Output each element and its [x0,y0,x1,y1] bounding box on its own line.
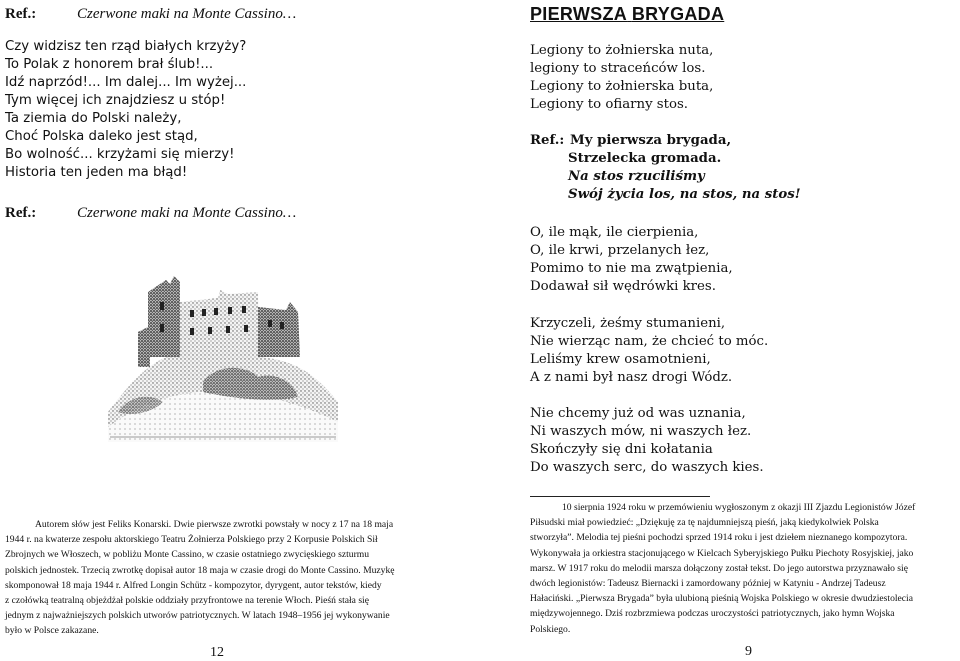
footnote-line: skomponował 18 maja 1944 r. Alfred Longin Schütz - kompozytor, dyrygent, autor tekstów, kiedy [5,579,382,591]
stanza-line: Bo wolność... krzyżami się mierzy! [5,147,235,162]
footnote-line: Polskiego. [530,623,571,635]
right-page [480,0,960,660]
stanza-line: Ni waszych mów, ni waszych łez. [530,424,752,439]
stanza-line: legiony to straceńców los. [530,61,706,76]
refrain-line: Strzelecka gromada. [568,151,722,166]
bottom-ref-label: Ref.: [5,205,37,221]
stanza-line: A z nami był nasz drogi Wódz. [530,370,733,385]
stanza-line: Ta ziemia do Polski należy, [5,111,182,126]
stanza-line: Skończyły się dni kołatania [530,442,713,457]
footnote-line: Wykonywała ja orkiestra stacjonującego w Kielcach Syberyjskiego Pułku Piechoty Rosyjskiej, jako [530,547,914,559]
stanza-line: Legiony to żołnierska buta, [530,79,714,94]
footnote-line: 1944 r. na kwaterze zespołu aktorskiego Teatru Żołnierza Polskiego przy 2 Korpusie Polskich Sił [5,534,378,546]
stanza-line: Nie wierząc nam, że chcieć to móc. [530,334,769,349]
left-footnote [5,517,433,639]
top-ref-label: Ref.: [5,6,37,22]
stanza-line: Tym więcej ich znajdziesz u stóp! [5,93,226,108]
stanza-line: Legiony to żołnierska nuta, [530,43,714,58]
footnote-line: było w Polsce zakazane. [5,625,99,637]
footnote-line: stworzyła”. Melodia tej pieśni pochodzi sprzed 1914 roku i jest dziełem nieznanego kompozytora. [530,532,908,544]
stanza-line: O, ile mąk, ile cierpienia, [530,225,699,240]
refrain-label: Ref.: [530,133,565,148]
bottom-ref-title: Czerwone maki na Monte Cassino… [77,205,297,221]
stanza-line: Dodawał sił wędrówki kres. [530,279,716,294]
stanza-line: Choć Polska daleko jest stąd, [5,129,198,144]
footnote-line: Zbrojnych we Włoszech, w pobliżu Monte Cassino, w czasie ostatniego zwycięskiego szturmu [5,549,370,561]
footnote-line: jednym z najważniejszych polskich utworów patriotycznych. W latach 1948–1956 jej wykonywanie [5,610,390,622]
monte-cassino-illustration [108,262,338,442]
stanza-line: Historia ten jeden ma błąd! [5,165,188,180]
stanza-line: Krzyczeli, żeśmy stumanieni, [530,316,726,331]
footnote-separator [530,496,710,497]
footnote-line: z czołówką teatralną objeżdżał polskie oddziały przyfrontowe na terenie Włoch. Pieśń stała się [5,595,369,607]
stanza-line: Idź naprzód!... Im dalej... Im wyżej... [5,75,247,90]
stanza-line: Leliśmy krew osamotnieni, [530,352,711,367]
stanza-line: O, ile krwi, przelanych łez, [530,243,710,258]
footnote-line: 10 sierpnia 1924 roku w przemówieniu wygłoszonym z okazji III Zjazdu Legionistów Józef [562,502,916,513]
song-heading [530,4,724,25]
stanza-line: Czy widzisz ten rząd białych krzyży? [5,39,247,54]
left-page [0,0,480,660]
footnote-line: polskich jednostek. Trzecią zwrotkę dopisał autor 18 maja w czasie drogi do Monte Cassino. Muzykę [5,564,395,576]
refrain-line: My pierwsza brygada, [570,133,732,148]
footnote-line: Hałaciński. „Pierwsza Brygada” była ulubioną pieśnią Wojska Polskiego w okresie dwudziestolecia [530,593,913,605]
stanza-line: To Polak z honorem brał ślub!... [5,57,214,72]
page-number: 9 [745,644,752,659]
right-footnote [530,500,958,637]
stanza-line: Nie chcemy już od was uznania, [530,406,746,421]
page-number: 12 [210,645,224,660]
footnote-line: międzywojennego. Dziś rozbrzmiewa podczas uroczystości patriotycznych, jako hymn Wojska [530,608,895,620]
stanza-line: Legiony to ofiarny stos. [530,97,689,112]
footnote-line: Piłsudski miał powiedzieć: „Dziękuję za tę najdumniejszą pieśń, jaką kiedykolwiek Polska [530,517,879,529]
refrain-line: Na stos rzuciliśmy [568,169,705,184]
heading-second-word: BRYGADA [631,4,725,24]
top-ref-title: Czerwone maki na Monte Cassino… [77,6,297,22]
stanza-line: Pomimo to nie ma zwątpienia, [530,261,733,276]
footnote-line: dwóch legionistów: Tadeusz Biernacki i zamordowany później w Katyniu - Andrzej Tadeusz [530,578,886,590]
footnote-line: Autorem słów jest Feliks Konarski. Dwie pierwsze zwrotki powstały w nocy z 17 na 18 maja [35,519,394,530]
footnote-line: marsz. W 1917 roku do melodii marsza dołączony został tekst. Do jego autorstwa przyznawało się [530,562,908,574]
heading-first-word: PIERWSZA [530,4,628,24]
refrain-line: Swój życia los, na stos, na stos! [568,187,801,202]
stanza-line: Do waszych serc, do waszych kies. [530,460,764,475]
